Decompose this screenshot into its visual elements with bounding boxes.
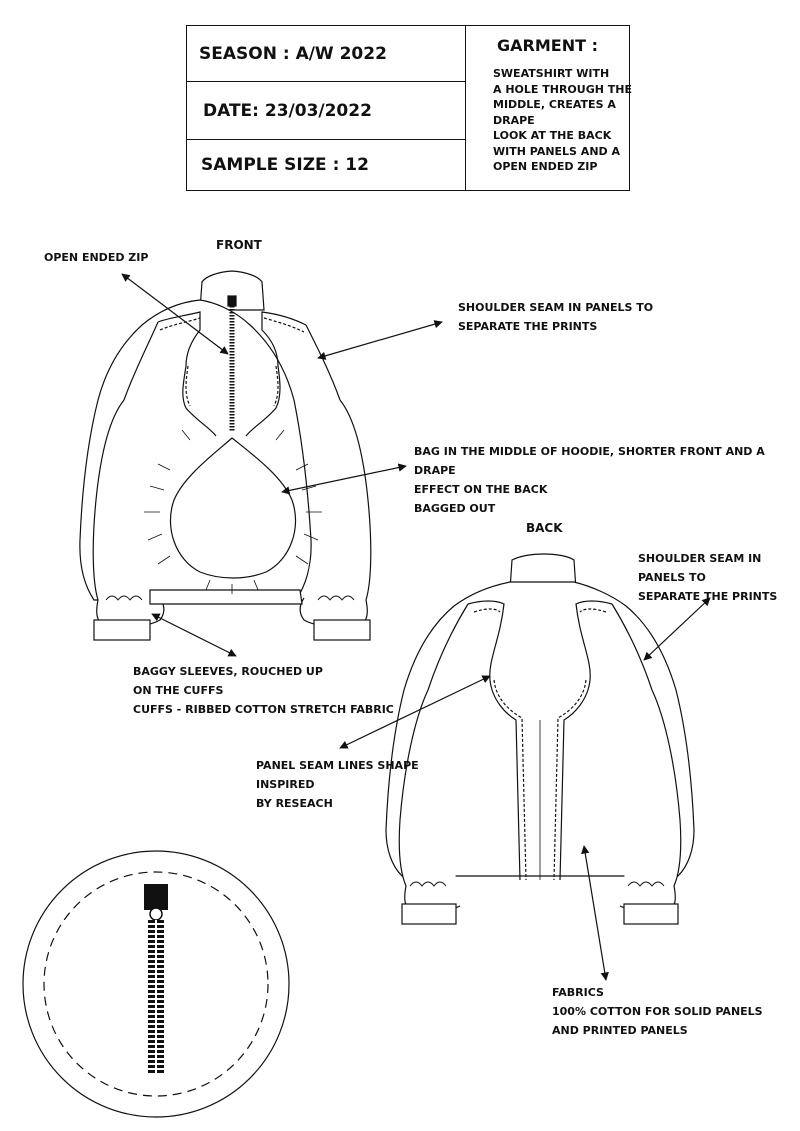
- garment-description: SWEATSHIRT WITH A HOLE THROUGH THE MIDDLE, CREATES A DRAPE LOOK AT THE BACK WITH PANELS AND A OPEN ENDED ZIP: [493, 67, 633, 173]
- front-right-cuff: [314, 620, 370, 640]
- label-fabrics: FABRICS 100% COTTON FOR SOLID PANELS AND PRINTED PANELS: [552, 986, 763, 1037]
- front-right-sleeve: [300, 400, 371, 626]
- arrow-shoulder-front: [318, 322, 442, 358]
- label-shoulder-seam-front: SHOULDER SEAM IN PANELS TO SEPARATE THE PRINTS: [458, 301, 654, 333]
- front-left-cuff: [94, 620, 150, 640]
- back-view-title: BACK: [526, 521, 563, 535]
- front-view-title: FRONT: [216, 238, 262, 252]
- zip-detail-pull: [144, 884, 168, 910]
- front-view-sketch: [80, 271, 371, 640]
- label-bag-middle: BAG IN THE MIDDLE OF HOODIE, SHORTER FRONT AND A DRAPE EFFECT ON THE BACK BAGGED OUT: [414, 445, 765, 515]
- season-field: SEASON : A/W 2022: [187, 26, 465, 82]
- front-hem: [150, 590, 302, 604]
- back-view-sketch: [386, 554, 694, 924]
- garment-title: GARMENT :: [497, 36, 598, 55]
- label-baggy-sleeves: BAGGY SLEEVES, ROUCHED UP ON THE CUFFS CUFFS - RIBBED COTTON STRETCH FABRIC: [133, 665, 394, 716]
- sample-size-field: SAMPLE SIZE : 12: [201, 155, 369, 175]
- arrow-baggy-sleeves: [152, 614, 236, 656]
- back-left-cuff: [402, 904, 456, 924]
- front-right-armhole: [306, 325, 340, 400]
- label-open-ended-zip: OPEN ENDED ZIP: [44, 251, 149, 264]
- date-field: DATE: 23/03/2022: [187, 82, 465, 140]
- back-right-cuff: [624, 904, 678, 924]
- arrow-shoulder-back: [644, 598, 710, 660]
- zip-detail: [23, 851, 289, 1117]
- label-shoulder-seam-back: SHOULDER SEAM IN PANELS TO SEPARATE THE PRINTS: [638, 552, 778, 603]
- label-panel-seam: PANEL SEAM LINES SHAPE INSPIRED BY RESEACH: [256, 759, 419, 810]
